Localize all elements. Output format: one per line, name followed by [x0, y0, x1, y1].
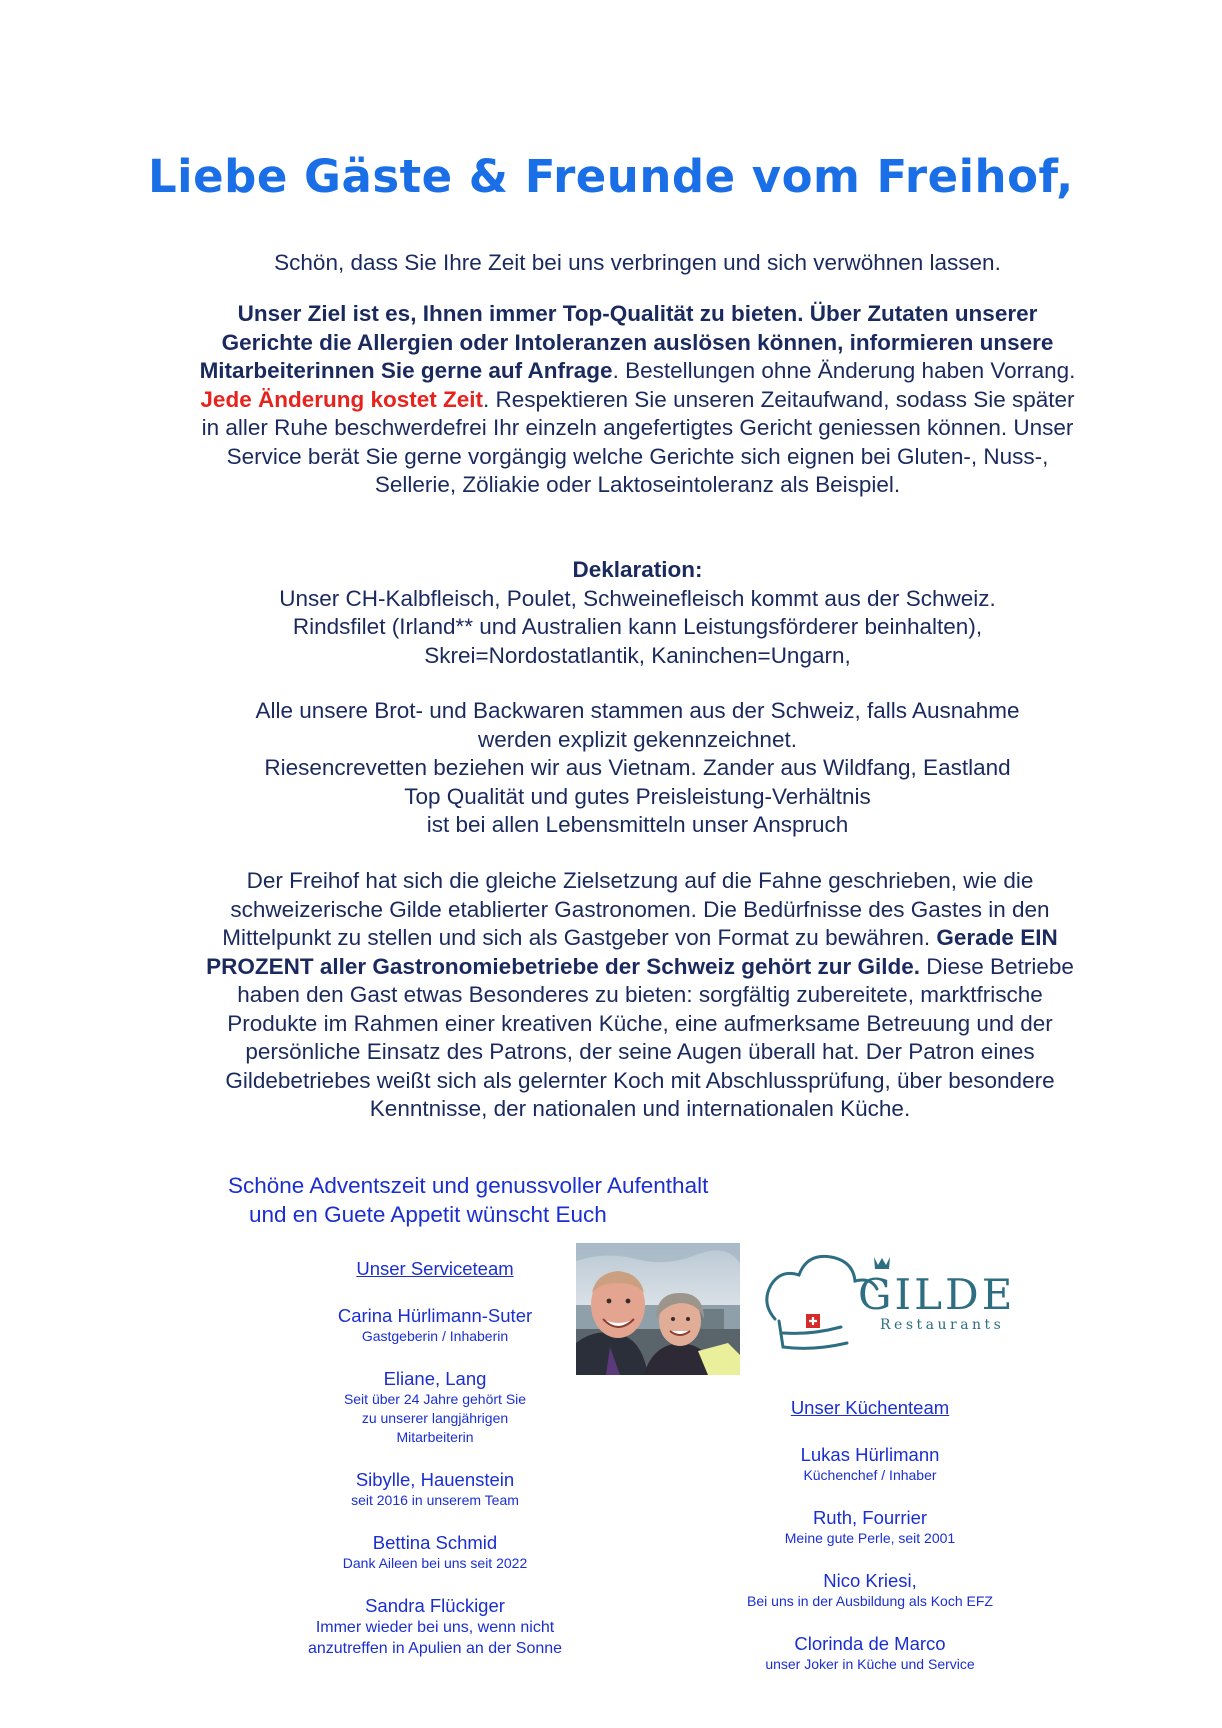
- origin-line-2: werden explizit gekennzeichnet.: [478, 726, 797, 752]
- member-name: Carina Hürlimann-Suter: [337, 1305, 533, 1326]
- member-name: Sibylle, Hauenstein: [355, 1469, 515, 1490]
- hosts-photo: [576, 1243, 740, 1375]
- member-role: seit 2016 in unserem Team: [351, 1492, 519, 1508]
- kitchen-team-heading: Unser Küchenteam: [790, 1397, 950, 1418]
- allergy-text-2: . Respektieren Sie unseren Zeitaufwand, sodass Sie später in aller Ruhe beschwerdefrei Ihr einzeln angefertigtes Gericht geniessen können. Unser Service berät Sie gerne vorgängig welche Gerichte sich eignen bei Gluten-, Nuss-, Sellerie, Zöliakie oder Laktoseintoleranz als Beispiel.: [201, 386, 1075, 497]
- member-name: Ruth, Fourrier: [812, 1507, 928, 1528]
- gilde-text-2: Diese Betriebe haben den Gast etwas Besonderes zu bieten: sorgfältig zubereitete, marktfrische Produkte im Rahmen einer kreativen Küche, eine aufmerksame Betreuung und der persönliche Einsatz des Patrons, der seine Augen überall hat. Der Patron eines Gildebetriebes weißt sich als gelernter Koch mit Abschlussprüfung, über besondere Kenntnisse, der nationalen und internationalen Küche.: [225, 953, 1074, 1121]
- member-name: Clorinda de Marco: [794, 1633, 946, 1654]
- service-team: [290, 1258, 580, 1681]
- logo-subtitle: Restaurants: [880, 1317, 1005, 1333]
- member-role: Seit über 24 Jahre gehört Sie zu unserer langjährigen Mitarbeiterin: [343, 1391, 527, 1445]
- member-role: Immer wieder bei uns, wenn nicht anzutreffen in Apulien an der Sonne: [307, 1619, 563, 1657]
- member-name: Lukas Hürlimann: [800, 1444, 940, 1465]
- page-title: Liebe Gäste & Freunde vom Freihof,: [148, 150, 1074, 203]
- kitchen-team: [715, 1397, 1025, 1696]
- gilde-paragraph: [200, 867, 1080, 1124]
- team-member: [290, 1595, 580, 1659]
- team-member: [290, 1469, 580, 1510]
- greeting-line-2: und en Guete Appetit wünscht Euch: [249, 1201, 607, 1227]
- member-role: Dank Aileen bei uns seit 2022: [342, 1555, 528, 1571]
- origin-line-1: Alle unsere Brot- und Backwaren stammen aus der Schweiz, falls Ausnahme: [255, 698, 1020, 723]
- service-team-heading: Unser Serviceteam: [356, 1258, 514, 1279]
- team-member: [715, 1507, 1025, 1548]
- team-member: [290, 1368, 580, 1447]
- member-name: Eliane, Lang: [383, 1368, 487, 1389]
- origin-line-5: ist bei allen Lebensmitteln unser Anspruch: [426, 812, 849, 837]
- member-role: Gastgeberin / Inhaberin: [361, 1328, 509, 1344]
- member-name: Nico Kriesi,: [823, 1570, 917, 1591]
- allergy-warning-text: Jede Änderung kostet Zeit: [200, 386, 483, 412]
- team-member: [715, 1633, 1025, 1674]
- team-member: [715, 1570, 1025, 1611]
- team-member: [290, 1532, 580, 1573]
- gilde-logo: [755, 1247, 1016, 1352]
- allergy-text-1: . Bestellungen ohne Änderung haben Vorrang.: [612, 358, 1076, 383]
- allergy-paragraph: [195, 300, 1080, 500]
- member-role: unser Joker in Küche und Service: [765, 1656, 975, 1672]
- member-role: Meine gute Perle, seit 2001: [784, 1530, 956, 1546]
- greeting-line-1: Schöne Adventszeit und genussvoller Aufenthalt: [228, 1173, 709, 1198]
- gilde-bold-text: Gerade EIN PROZENT aller Gastronomiebetriebe der Schweiz gehört zur Gilde.: [206, 925, 1058, 979]
- intro-text: Schön, dass Sie Ihre Zeit bei uns verbringen und sich verwöhnen lassen.: [274, 250, 1001, 275]
- member-name: Sandra Flückiger: [365, 1595, 505, 1616]
- origin-section: [195, 697, 1080, 840]
- greeting: [228, 1172, 708, 1229]
- gilde-text-1: Der Freihof hat sich die gleiche Zielsetzung auf die Fahne geschrieben, wie die schweizerische Gilde etablierter Gastronomen. Die Bedürfnisse des Gastes in den Mittelpunkt zu stellen und sich als Gastgeber von Format zu bewähren.: [222, 868, 1050, 950]
- member-role: Bei uns in der Ausbildung als Koch EFZ: [747, 1593, 993, 1609]
- origin-line-4: Top Qualität und gutes Preisleistung-Verhältnis: [404, 783, 871, 809]
- declaration-section: [195, 556, 1080, 670]
- declaration-line-3: Skrei=Nordostatlantik, Kaninchen=Ungarn,: [424, 642, 851, 668]
- member-name: Bettina Schmid: [372, 1532, 498, 1553]
- origin-line-3: Riesencrevetten beziehen wir aus Vietnam. Zander aus Wildfang, Eastland: [264, 755, 1011, 780]
- team-member: [715, 1444, 1025, 1485]
- team-member: [290, 1305, 580, 1346]
- declaration-heading: Deklaration:: [572, 557, 703, 582]
- logo-word: GILDE: [858, 1270, 1016, 1319]
- declaration-line-2: Rindsfilet (Irland** und Australien kann Leistungsförderer beinhalten),: [292, 614, 983, 639]
- intro-paragraph: [195, 249, 1080, 278]
- allergy-bold-text: Unser Ziel ist es, Ihnen immer Top-Qualität zu bieten. Über Zutaten unserer Gerichte die Allergien oder Intoleranzen auslösen können, informieren unsere Mitarbeiterinnen Sie gerne auf Anfrage: [199, 301, 1054, 383]
- member-role: Küchenchef / Inhaber: [803, 1467, 937, 1483]
- declaration-line-1: Unser CH-Kalbfleisch, Poulet, Schweinefleisch kommt aus der Schweiz.: [279, 585, 996, 611]
